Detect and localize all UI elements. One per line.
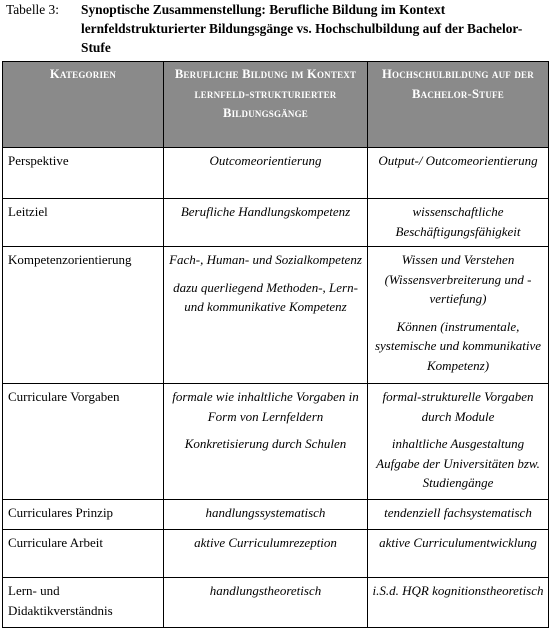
table-row (3, 148, 549, 199)
table-row (3, 247, 549, 384)
hochschul-cell: i.S.d. HQR kognitionstheoretisch (368, 578, 549, 628)
category-cell: Lern- und Didaktikverständnis (3, 578, 164, 628)
berufliche-cell: Berufliche Handlungskompetenz (164, 199, 368, 247)
hochschul-cell: Wissen und Verstehen (Wissensverbreiterung und -vertiefung) Können (instrumentale, systemische und kommunikative Kompetenz) (368, 247, 549, 384)
category-cell: Curriculare Arbeit (3, 530, 164, 578)
hochschul-cell: wissenschaftliche Beschäftigungsfähigkeit (368, 199, 549, 247)
category-cell: Curriculare Vorgaben (3, 384, 164, 500)
berufliche-cell: Fach-, Human- und Sozialkompetenz dazu querliegend Methoden-, Lern- und kommunikative Kompetenz (164, 247, 368, 384)
berufliche-cell: Outcomeorientierung (164, 148, 368, 199)
category-cell: Kompetenzorientierung (3, 247, 164, 384)
table-header-row (3, 62, 549, 148)
table-row (3, 199, 549, 247)
header-berufliche-bildung: Berufliche Bildung im Kontext lernfeld-strukturierter Bildungsgänge (164, 62, 368, 148)
hochschul-cell: tendenziell fachsystematisch (368, 500, 549, 530)
caption-title: Synoptische Zusammenstellung: Berufliche Bildung im Kontext lernfeldstrukturierter Bildungsgänge vs. Hochschulbildung auf der Bachelor-Stufe (81, 2, 523, 55)
header-hochschulbildung: Hochschulbildung auf der Bachelor-Stufe (368, 62, 549, 148)
table-row (3, 578, 549, 628)
hochschul-cell: Output-/ Outcomeorientierung (368, 148, 549, 199)
synopsis-table (2, 61, 549, 628)
category-cell: Curriculares Prinzip (3, 500, 164, 530)
hochschul-cell: aktive Curriculumentwicklung (368, 530, 549, 578)
table-row (3, 384, 549, 500)
berufliche-cell: aktive Curriculumrezeption (164, 530, 368, 578)
berufliche-cell: handlungssystematisch (164, 500, 368, 530)
header-kategorien: Kategorien (3, 62, 164, 148)
table-row (3, 530, 549, 578)
berufliche-cell: formale wie inhaltliche Vorgaben in Form von Lernfeldern Konkretisierung durch Schulen (164, 384, 368, 500)
berufliche-cell: handlungstheoretisch (164, 578, 368, 628)
category-cell: Perspektive (3, 148, 164, 199)
caption-number: Tabelle 3: (6, 2, 59, 17)
category-cell: Leitziel (3, 199, 164, 247)
hochschul-cell: formal-strukturelle Vorgaben durch Module inhaltliche Ausgestaltung Aufgabe der Universitäten bzw. Studiengänge (368, 384, 549, 500)
table-row (3, 500, 549, 530)
